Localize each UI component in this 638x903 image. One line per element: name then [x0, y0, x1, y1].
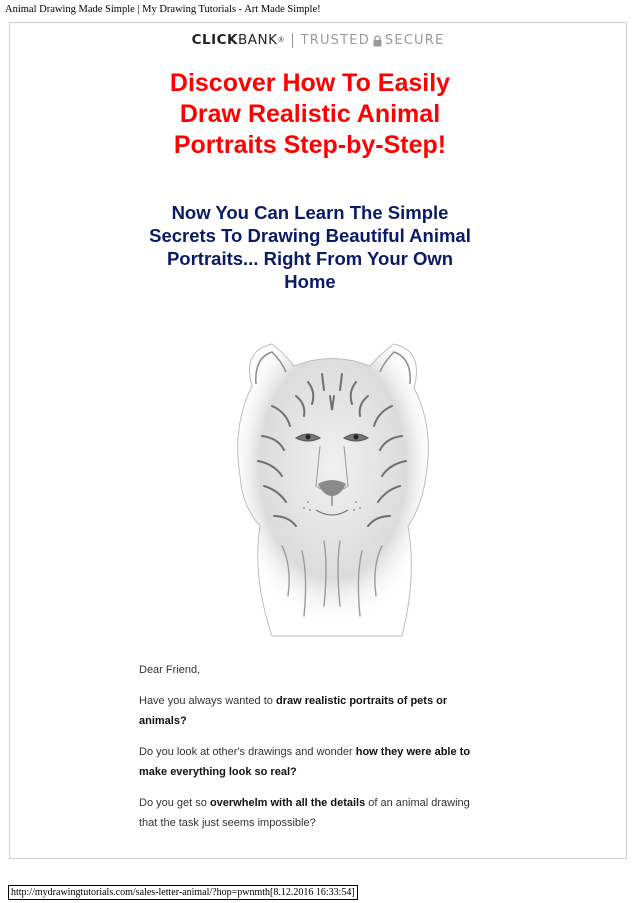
letter-p1-bold: draw realistic portraits of pets or animals? — [139, 695, 448, 727]
clickbank-logo — [192, 32, 278, 48]
letter-p3-text-end: of an animal drawing that the task just seems impossible? — [139, 797, 470, 829]
clickbank-trust-bar — [10, 23, 626, 57]
page-headline: Discover How To Easily Draw Realistic Animal Portraits Step-by-Step! — [169, 69, 451, 159]
registered-mark: ® — [278, 36, 284, 44]
sales-letter — [139, 660, 479, 844]
tiger-drawing-image — [212, 326, 452, 646]
letter-p2-bold: how they were able to make everything look so real? — [139, 746, 471, 778]
clickbank-logo-thin: BANK — [237, 32, 278, 48]
letter-paragraph-3 — [139, 793, 479, 833]
letter-p1-text: Have you always wanted to — [139, 695, 276, 707]
trust-bar-divider — [292, 33, 293, 48]
letter-paragraph-1 — [139, 691, 479, 731]
print-header: Animal Drawing Made Simple | My Drawing Tutorials - Art Made Simple! — [5, 4, 321, 15]
lock-icon — [373, 35, 382, 47]
trusted-label: TRUSTED — [300, 32, 370, 48]
page-subheadline: Now You Can Learn The Simple Secrets To Drawing Beautiful Animal Portraits... Right From Your Own Home — [149, 202, 471, 292]
letter-p3-text: Do you get so — [139, 797, 210, 809]
secure-label: SECURE — [384, 32, 445, 48]
letter-greeting: Dear Friend, — [139, 664, 201, 676]
letter-p3-bold: overwhelm with all the details — [209, 797, 366, 809]
letter-paragraph-2 — [139, 742, 479, 782]
letter-p2-text: Do you look at other's drawings and wonder — [139, 746, 356, 758]
page-url-footer[interactable]: http://mydrawingtutorials.com/sales-letter-animal/?hop=pwnmth[8.12.2016 16:33:54] — [8, 885, 358, 900]
clickbank-logo-bold: CLICK — [191, 32, 238, 48]
